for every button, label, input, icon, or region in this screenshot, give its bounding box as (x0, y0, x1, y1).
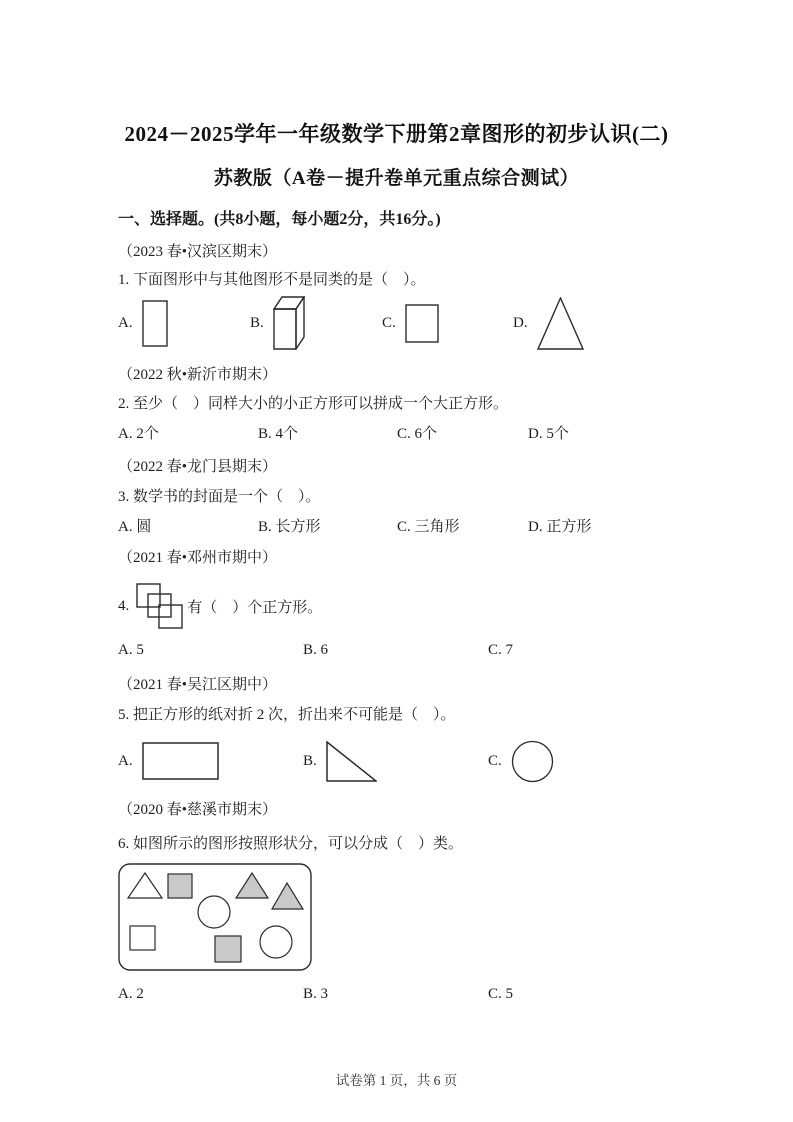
question-1-option-a (118, 300, 250, 347)
question-6-options (118, 986, 513, 1003)
question-1-option-d (513, 297, 584, 350)
question-2-option-d: D. 5个 (528, 426, 569, 442)
question-5-source: （2021 春•吴江区期中） (118, 677, 278, 693)
question-1-source: （2023 春•汉滨区期末） (118, 244, 278, 260)
question-5-option-c (488, 740, 554, 783)
question-4-source: （2021 春•邓州市期中） (118, 550, 278, 566)
question-4-stem (118, 580, 322, 632)
question-1-stem: 1. 下面图形中与其他图形不是同类的是（ ）。 (118, 272, 426, 288)
overlapping-squares-figure (135, 582, 184, 630)
question-3-options (118, 515, 591, 536)
question-5-option-a (118, 742, 303, 780)
question-6-option-b: B. 3 (303, 986, 329, 1002)
paper-title-line1: 2024－2025学年一年级数学下册第2章图形的初步认识(二) (124, 122, 669, 146)
question-5-options (118, 736, 554, 786)
gray-triangle-shape (272, 883, 303, 909)
right-triangle-figure (326, 741, 377, 782)
white-square-shape (130, 926, 155, 950)
question-5-option-b (303, 741, 488, 782)
gray-triangle-shape (236, 873, 268, 898)
option-label: B. (250, 314, 264, 331)
question-2-option-a: A. 2个 (118, 426, 159, 442)
white-circle-shape (198, 896, 230, 928)
question-4-number: 4. (118, 597, 130, 614)
question-3-option-c: C. 三角形 (397, 519, 460, 535)
paper-title-line2: 苏教版（A卷－提升卷单元重点综合测试） (213, 168, 580, 189)
triangle-figure (537, 297, 584, 350)
question-1-option-b (250, 296, 382, 350)
question-6-stem: 6. 如图所示的图形按照形状分，可以分成（ ）类。 (118, 836, 464, 852)
question-6-source: （2020 春•慈溪市期末） (118, 802, 278, 818)
question-4-option-c: C. 7 (488, 642, 514, 658)
square-figure (405, 304, 439, 343)
question-2-source: （2022 秋•新沂市期末） (118, 367, 278, 383)
option-label: A. (118, 314, 133, 331)
question-3-option-a: A. 圆 (118, 519, 152, 535)
question-4-stem-text: 有（ ）个正方形。 (187, 599, 323, 616)
question-4-option-b: B. 6 (303, 642, 329, 658)
question-4-option-a: A. 5 (118, 642, 144, 658)
option-label: B. (303, 752, 317, 769)
question-3-stem: 3. 数学书的封面是一个（ ）。 (118, 489, 321, 505)
option-label: D. (513, 314, 528, 331)
question-3-option-b: B. 长方形 (258, 519, 321, 535)
shape-collection-box-figure (118, 863, 312, 971)
question-6-option-a: A. 2 (118, 986, 144, 1002)
question-2-option-b: B. 4个 (258, 426, 299, 442)
cuboid-figure (273, 296, 305, 350)
question-1-options (118, 294, 584, 352)
question-2-option-c: C. 6个 (397, 426, 438, 442)
option-label: A. (118, 752, 133, 769)
gray-square-shape (168, 874, 192, 898)
question-4-options (118, 642, 513, 659)
option-label: C. (488, 752, 502, 769)
question-2-stem: 2. 至少（ ）同样大小的小正方形可以拼成一个大正方形。 (118, 396, 509, 412)
question-6-figure (118, 863, 312, 976)
white-circle-shape (260, 926, 292, 958)
vertical-rectangle-figure (142, 300, 168, 347)
question-3-option-d: D. 正方形 (528, 519, 592, 535)
question-5-stem: 5. 把正方形的纸对折 2 次，折出来不可能是（ ）。 (118, 707, 456, 723)
horizontal-rectangle-figure (142, 742, 219, 780)
question-6-option-c: C. 5 (488, 986, 514, 1002)
question-3-source: （2022 春•龙门县期末） (118, 459, 278, 475)
question-2-options (118, 422, 569, 443)
circle-figure (511, 740, 554, 783)
option-label: C. (382, 314, 396, 331)
page-footer: 试卷第 1 页，共 6 页 (335, 1073, 458, 1088)
section-heading: 一、选择题。(共8小题，每小题2分，共16分。) (118, 211, 441, 228)
white-triangle-shape (128, 873, 162, 898)
question-1-option-c (382, 304, 513, 343)
gray-square-shape (215, 936, 241, 962)
